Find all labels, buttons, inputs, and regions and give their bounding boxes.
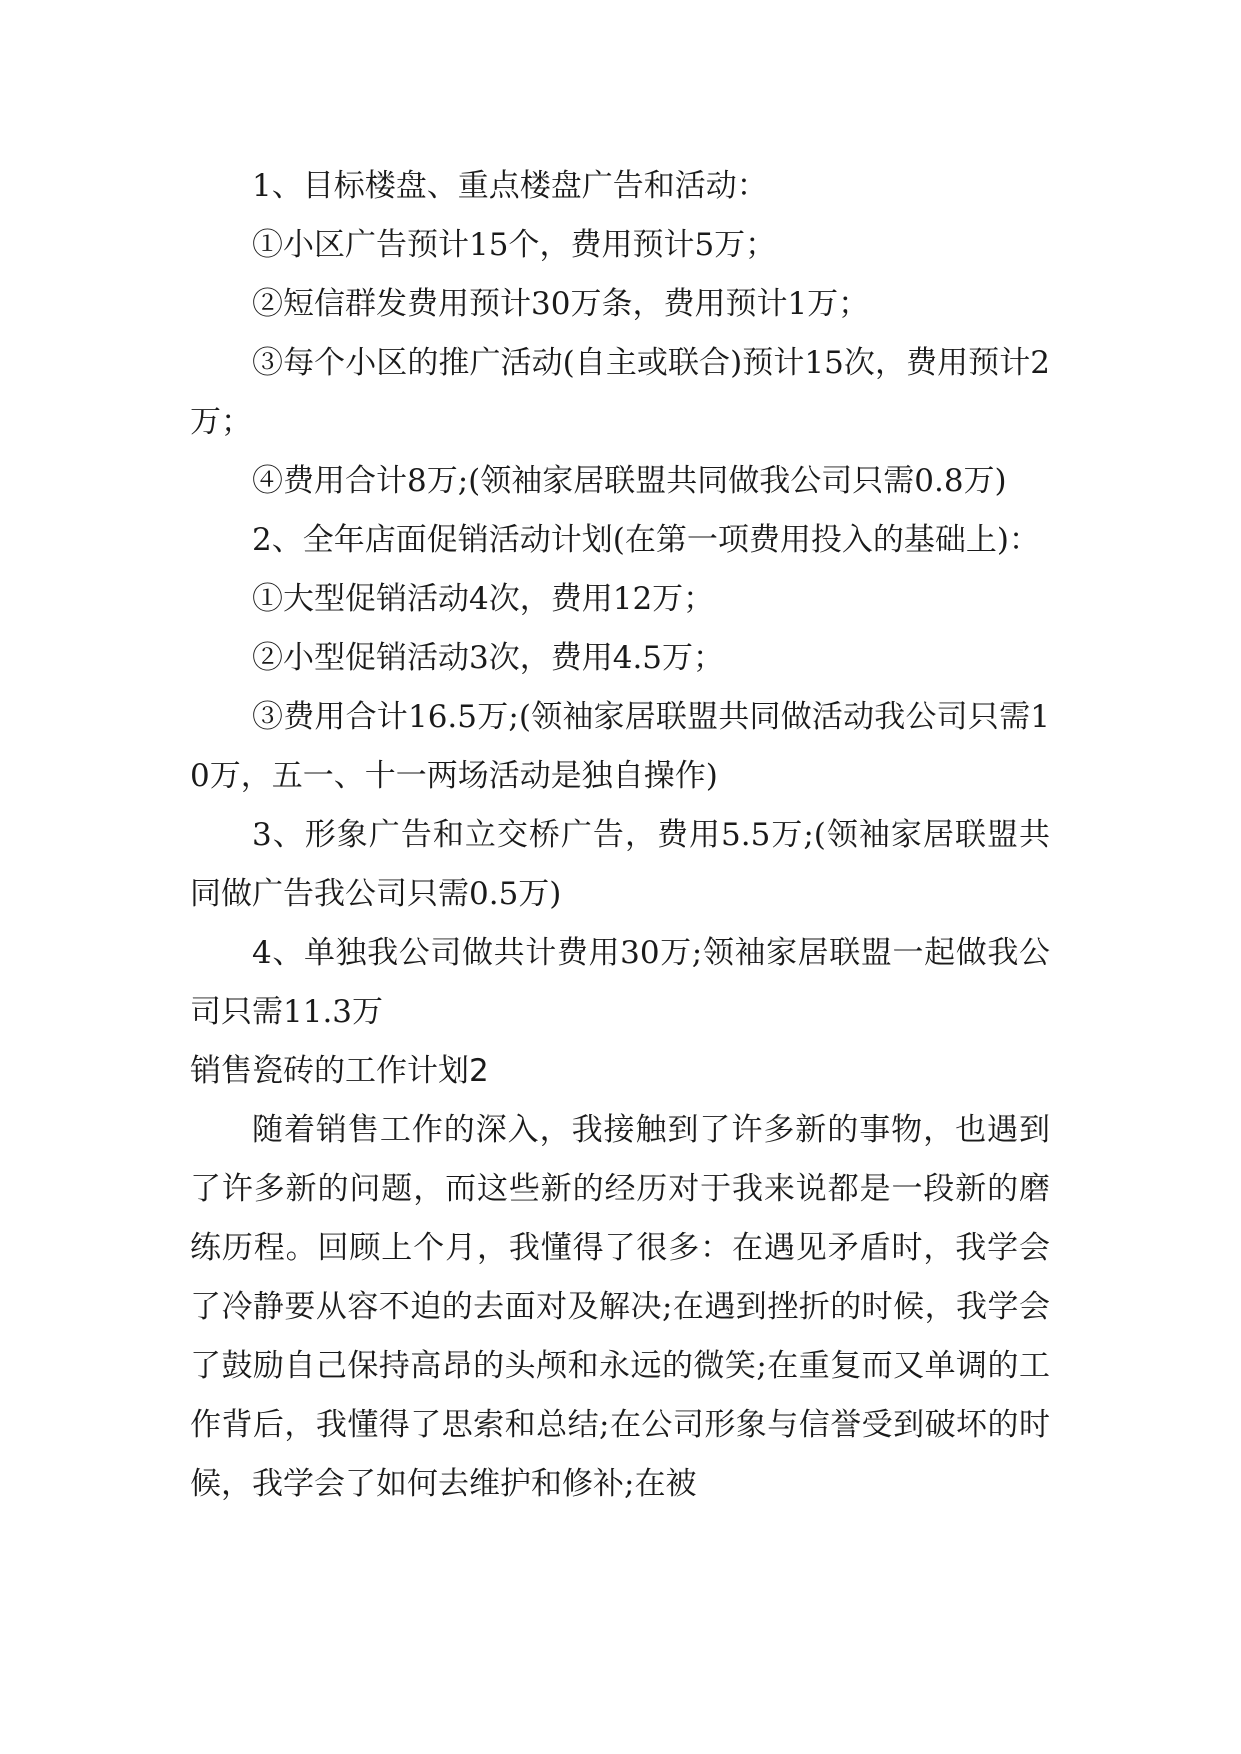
document-body xyxy=(190,157,1050,1514)
plan-item-1-sms: ②短信群发费用预计30万条，费用预计1万； xyxy=(252,286,870,322)
plan-item-2-large-promotions: ①大型促销活动4次，费用12万； xyxy=(252,581,715,617)
plan-item-1-community-ads: ①小区广告预计15个，费用预计5万； xyxy=(252,227,777,263)
plan-item-2-heading: 2、全年店面促销活动计划(在第一项费用投入的基础上)： xyxy=(252,522,1040,558)
body-paragraph: 随着销售工作的深入，我接触到了许多新的事物，也遇到了许多新的问题，而这些新的经历对于我来说都是一段新的磨练历程。回顾上个月，我懂得了很多：在遇见矛盾时，我学会了冷静要从容不迫的去面对及解决;在遇到挫折的时候，我学会了鼓励自己保持高昂的头颅和永远的微笑;在重复而又单调的工作背后，我懂得了思索和总结;在公司形象与信誉受到破坏的时候，我学会了如何去维护和修补;在被 xyxy=(190,1112,1050,1502)
plan-item-2-total: ③费用合计16.5万;(领袖家居联盟共同做活动我公司只需10万，五一、十一两场活动是独自操作) xyxy=(190,699,1050,794)
plan-item-4: 4、单独我公司做共计费用30万;领袖家居联盟一起做我公司只需11.3万 xyxy=(190,935,1050,1030)
plan-item-1-heading: 1、目标楼盘、重点楼盘广告和活动： xyxy=(252,168,768,204)
plan-item-3: 3、形象广告和立交桥广告，费用5.5万;(领袖家居联盟共同做广告我公司只需0.5万) xyxy=(190,817,1050,912)
plan-item-1-promotion-events: ③每个小区的推广活动(自主或联合)预计15次，费用预计2万； xyxy=(190,345,1050,440)
plan-item-2-small-promotions: ②小型促销活动3次，费用4.5万； xyxy=(252,640,725,676)
section-heading: 销售瓷砖的工作计划2 xyxy=(190,1053,489,1089)
plan-item-1-total: ④费用合计8万;(领袖家居联盟共同做我公司只需0.8万) xyxy=(252,463,1007,499)
